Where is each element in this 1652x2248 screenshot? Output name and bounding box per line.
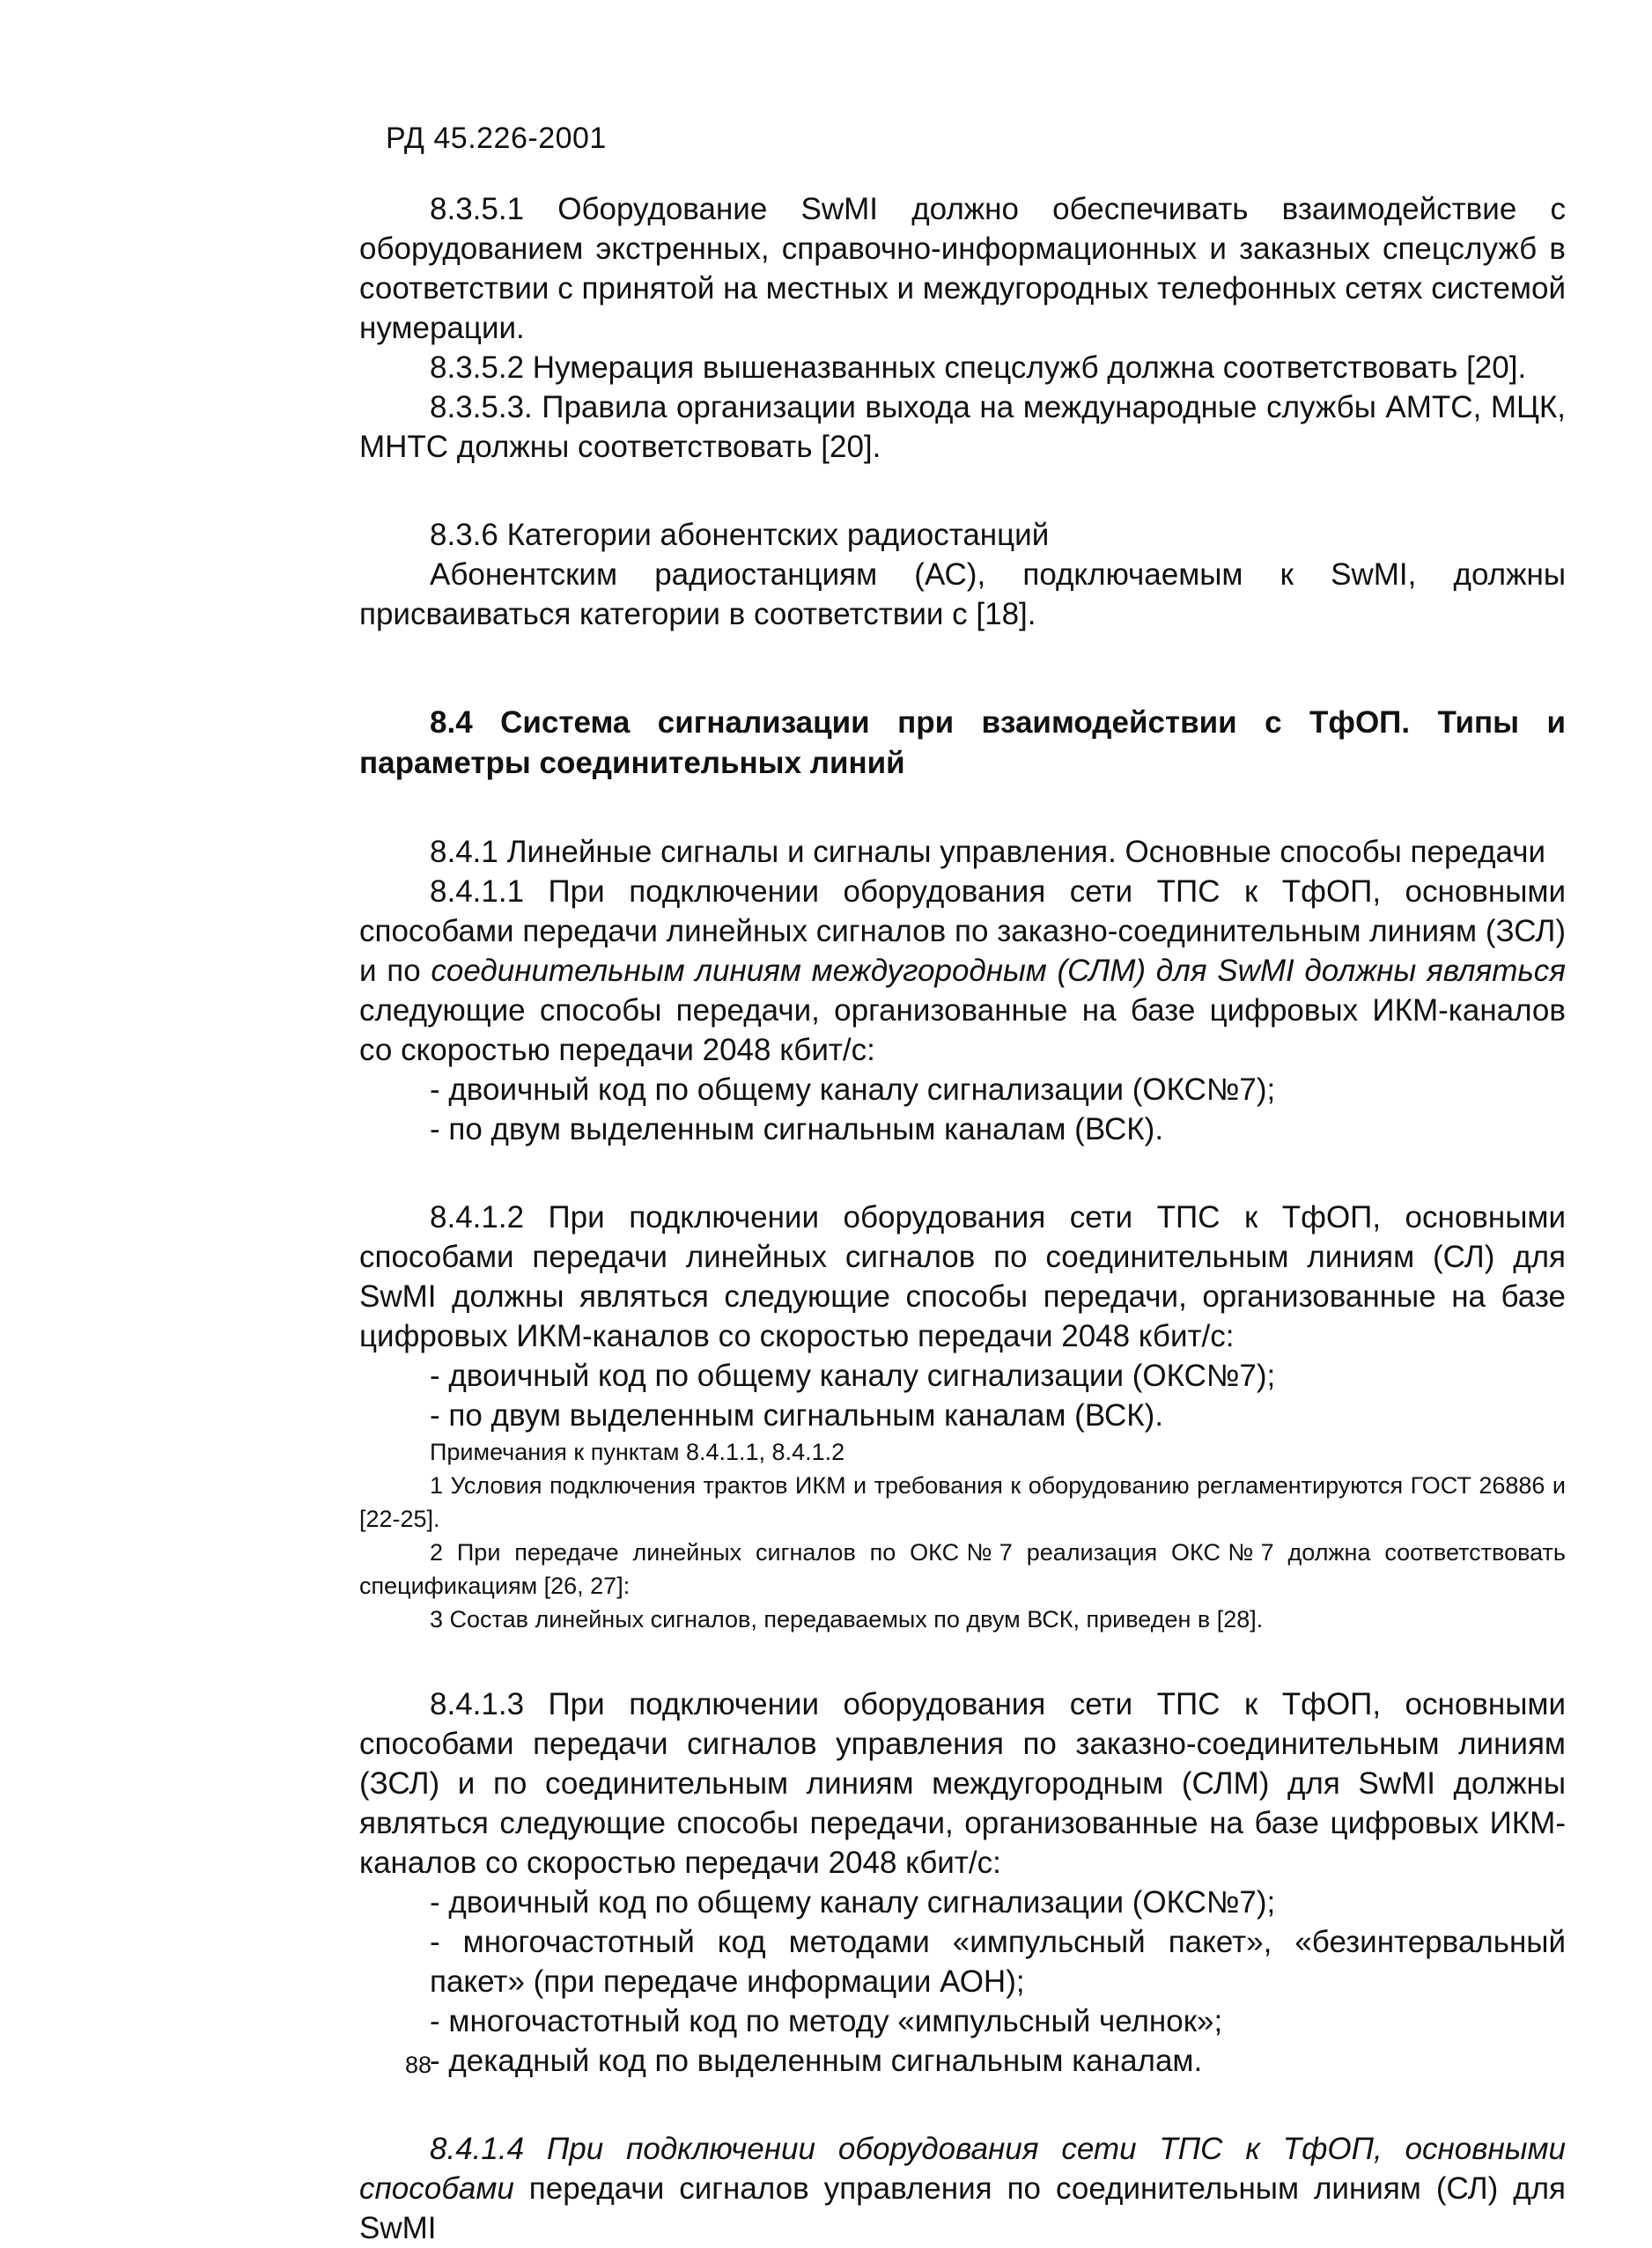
list-item: - по двум выделенным сигнальным каналам (ВСК). <box>430 1398 1164 1433</box>
paragraph-8-4-1-4-italic: 8.4.1.4 При подключении оборудования сети ТПС к ТфОП, основными способами <box>359 2132 1566 2206</box>
paragraph-8-4-1-2: 8.4.1.2 При подключении оборудования сети ТПС к ТфОП, основными способами передачи линейных сигналов по соединительным линиям (СЛ) для SwMI должны являться следующие способы передачи, организованные на базе цифровых ИКМ-каналов со скоростью передачи 2048 кбит/с: <box>359 1200 1566 1353</box>
paragraph-8-3-6: Абонентским радиостанциям (АС), подключаемым к SwMI, должны присваиваться категории в соответствии с [18]. <box>359 557 1566 631</box>
paragraph-8-4-1-1-part-b: следующие способы передачи, организованные на базе цифровых ИКМ-каналов со скоростью передачи 2048 кбит/с: <box>359 993 1566 1067</box>
paragraph-8-4-1-4 <box>359 2129 1566 2248</box>
note-item: 2 При передаче линейных сигналов по ОКС№7 реализация ОКС№7 должна соответствовать спецификациям [26, 27]: <box>359 1539 1566 1599</box>
list-item: - двоичный код по общему каналу сигнализации (ОКС№7); <box>430 1072 1276 1107</box>
paragraph-8-4-1-1-part-a: 8.4.1.1 При подключении оборудования сети ТПС к ТфОП, основными способами передачи линейных сигналов по заказно-соединительным линиям (ЗСЛ) и по <box>359 874 1566 988</box>
paragraph-8-3-5-1: 8.3.5.1 Оборудование SwMI должно обеспечивать взаимодействие с оборудованием экстренных, справочно-информационных и заказных спецслужб в соответствии с принятой на местных и междугородных телефонных сетях системой нумерации. <box>359 192 1566 345</box>
paragraph-8-3-5-3: 8.3.5.3. Правила организации выхода на международные службы АМТС, МЦК, МНТС должны соответствовать [20]. <box>359 390 1566 464</box>
paragraph-8-3-5-2: 8.3.5.2 Нумерация вышеназванных спецслужб должна соответствовать [20]. <box>430 350 1527 385</box>
list-item: - декадный код по выделенным сигнальным каналам. <box>430 2044 1203 2078</box>
list-item: - двоичный код по общему каналу сигнализации (ОКС№7); <box>430 1885 1276 1920</box>
paragraph-8-4-1-1 <box>359 872 1566 1070</box>
document-code: РД 45.226-2001 <box>386 122 607 155</box>
section-8-4-heading: 8.4 Система сигнализации при взаимодействии с ТфОП. Типы и параметры соединительных линий <box>359 705 1566 780</box>
list-item: - многочастотный код методами «импульсный пакет», «безинтервальный пакет» (при передаче информации АОН); <box>430 1925 1566 1999</box>
list-item: - двоичный код по общему каналу сигнализации (ОКС№7); <box>430 1359 1276 1393</box>
paragraph-8-4-1-1-italic: соединительным линиям междугородным (СЛМ) для SwMI должны являться <box>431 954 1566 988</box>
paragraph-8-4-1-4-part-b: передачи сигналов управления по соединительным линиям (СЛ) для SwMI <box>359 2171 1566 2245</box>
list-item: - по двум выделенным сигнальным каналам (ВСК). <box>430 1112 1164 1146</box>
list-item: - многочастотный код по методу «импульсный челнок»; <box>430 2004 1223 2038</box>
section-8-3-6-title: 8.3.6 Категории абонентских радиостанций <box>430 518 1050 552</box>
page-number: 88 <box>405 2052 432 2078</box>
notes-title: Примечания к пунктам 8.4.1.1, 8.4.1.2 <box>430 1439 845 1465</box>
paragraph-8-4-1-3: 8.4.1.3 При подключении оборудования сети ТПС к ТфОП, основными способами передачи сигналов управления по заказно-соединительным линиям (ЗСЛ) и по соединительным линиям междугородным (СЛМ) для SwMI должны являться следующие способы передачи, организованные на базе цифровых ИКМ-каналов со скоростью передачи 2048 кбит/с: <box>359 1687 1566 1880</box>
note-item: 1 Условия подключения трактов ИКМ и требования к оборудованию регламентируются ГОСТ 26886 и [22-25]. <box>359 1472 1566 1532</box>
note-item: 3 Состав линейных сигналов, передаваемых по двум ВСК, приведен в [28]. <box>430 1606 1264 1633</box>
document-body <box>359 189 1566 2248</box>
section-8-4-1-title: 8.4.1 Линейные сигналы и сигналы управления. Основные способы передачи <box>430 835 1546 869</box>
